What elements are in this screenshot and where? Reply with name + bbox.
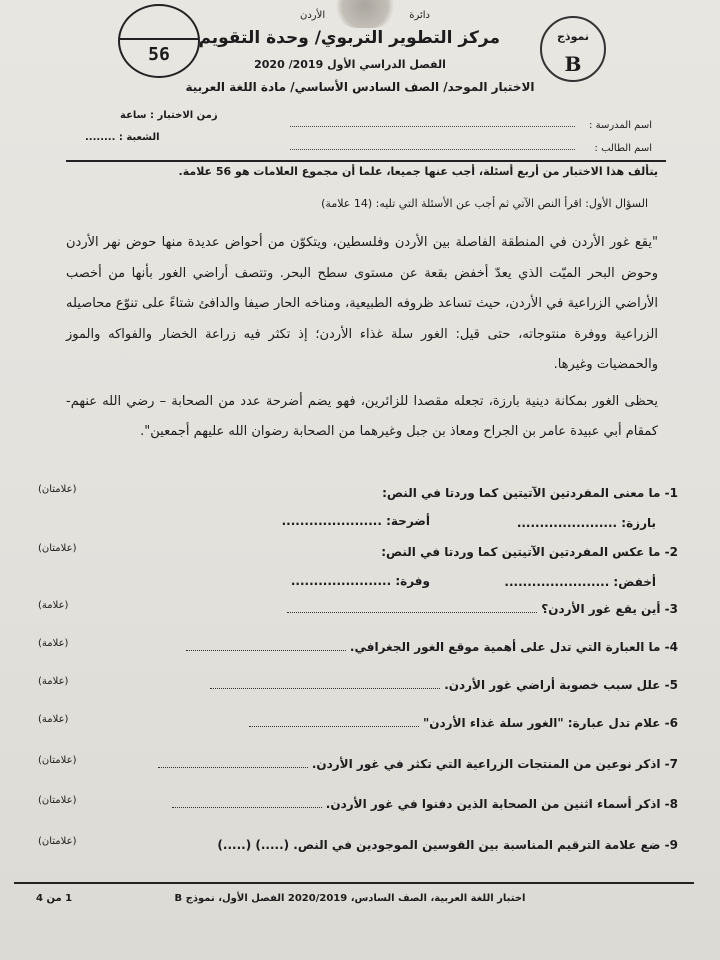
answer-line[interactable] [287, 612, 537, 613]
question-6: 6- علام تدل عبارة: "الغور سلة غذاء الأردن" (علامة) [38, 714, 678, 730]
question-3: 3- أين يقع غور الأردن؟ (علامة) [38, 600, 678, 616]
question-7: 7- اذكر نوعين من المنتجات الزراعية التي تكثر في غور الأردن. (علامتان) [38, 755, 678, 771]
question-1: 1- ما معنى المفردتين الآتيتين كما وردتا في النص: (علامتان) [38, 484, 678, 500]
question-5: 5- علل سبب خصوبة أراضي غور الأردن. (علامة) [38, 676, 678, 692]
answer-field[interactable]: أضرحة: ...................... [281, 514, 430, 528]
question-2: 2- ما عكس المفردتين الآتيتين كما وردتا في النص: (علامتان) [38, 543, 678, 559]
question-mark: (علامة) [38, 600, 69, 611]
country-label: الأردن [300, 10, 326, 21]
section-field: الشعبة : ........ [85, 132, 160, 143]
page-number: 1 من 4 [36, 893, 73, 904]
emblem-icon [330, 0, 400, 28]
exam-title: الاختبار الموحد/ الصف السادس الأساسي/ مادة اللغة العربية [185, 80, 535, 94]
total-score: 56 [148, 44, 170, 65]
school-name-field[interactable] [290, 126, 575, 127]
score-box [118, 4, 200, 78]
passage-paragraph-1: "يقع غور الأردن في المنطقة الفاصلة بين الأردن وفلسطين، ويتكوّن من أحواض عديدة منها حوض نهر الأردن وحوض البحر الميّت الذي يعدّ أخفض بقعة عن مستوى سطح البحر. وتتصف أراضي الغور بأنها من أخصب الأراضي الزراعية في الأردن، حيث تساعد ظروفه الطبيعية، ومناخه الحار صيفا والدافئ شتاءً على تنوّع محاصيله الزراعية ووفرة منتوجاته، حتى قيل: الغور سلة غذاء الأردن؛ إذ تكثر فيه زراعة الخضار والفواكه والموز والحمضيات وغيرها. [66, 235, 658, 372]
question-mark: (علامتان) [38, 836, 77, 847]
answer-line[interactable] [186, 650, 346, 651]
question-1-heading: السؤال الأول: اقرأ النص الآتي ثم أجب عن الأسئلة التي تليه: (14 علامة) [321, 197, 648, 210]
question-mark: (علامة) [38, 676, 69, 687]
model-letter: B [564, 52, 582, 76]
exam-duration: زمن الاختبار : ساعة [120, 110, 218, 121]
question-mark: (علامة) [38, 638, 69, 649]
footer-text: اختبار اللغة العربية، الصف السادس، 2020/2019 الفصل الأول، نموذج B [174, 893, 526, 904]
center-title: مركز التطوير التربوي/ وحدة التقويم [198, 28, 500, 48]
student-name-field[interactable] [290, 149, 575, 150]
answer-line[interactable] [249, 726, 419, 727]
model-label: نموذج [557, 30, 589, 43]
question-mark: (علامة) [38, 714, 69, 725]
answer-field[interactable]: بارزة: ...................... [516, 516, 656, 530]
question-8: 8- اذكر أسماء اثنين من الصحابة الذين دفنوا في غور الأردن. (علامتان) [38, 795, 678, 811]
term-label: الفصل الدراسي الأول 2019/ 2020 [254, 58, 446, 71]
footer-divider [14, 882, 694, 884]
student-name-label: اسم الطالب : [594, 143, 652, 154]
question-mark: (علامتان) [38, 543, 77, 554]
question-9: 9- ضع علامة الترقيم المناسبة بين القوسين الموجودين في النص. (.....) (.....) (علامتان) [38, 836, 678, 852]
model-stamp [540, 16, 606, 82]
question-mark: (علامتان) [38, 484, 77, 495]
school-name-label: اسم المدرسة : [589, 120, 652, 131]
answer-line[interactable] [210, 688, 440, 689]
answer-field[interactable]: وفرة: ...................... [290, 574, 430, 588]
answer-line[interactable] [158, 767, 308, 768]
reading-passage [66, 228, 658, 448]
answer-line[interactable] [172, 807, 322, 808]
answer-field[interactable]: أخفض: ....................... [504, 575, 656, 589]
question-mark: (علامتان) [38, 755, 77, 766]
question-mark: (علامتان) [38, 795, 77, 806]
question-4: 4- ما العبارة التي تدل على أهمية موقع الغور الجغرافي. (علامة) [38, 638, 678, 654]
instructions: يتألف هذا الاختبار من أربع أسئلة، أجب عنها جميعا، علما أن مجموع العلامات هو 56 علامة. [178, 165, 658, 178]
passage-paragraph-2: يحظى الغور بمكانة دينية بارزة، تجعله مقصدا للزائرين، فهو يضم أضرحة عدد من الصحابة – رضي الله عنهم- كمقام أبي عبيدة عامر بن الجراح ومعاذ بن جبل وغيرهما من الصحابة رضوان الله عليهم أجمعين". [66, 393, 658, 439]
divider [66, 160, 666, 162]
department-label: دائرة [409, 10, 430, 21]
